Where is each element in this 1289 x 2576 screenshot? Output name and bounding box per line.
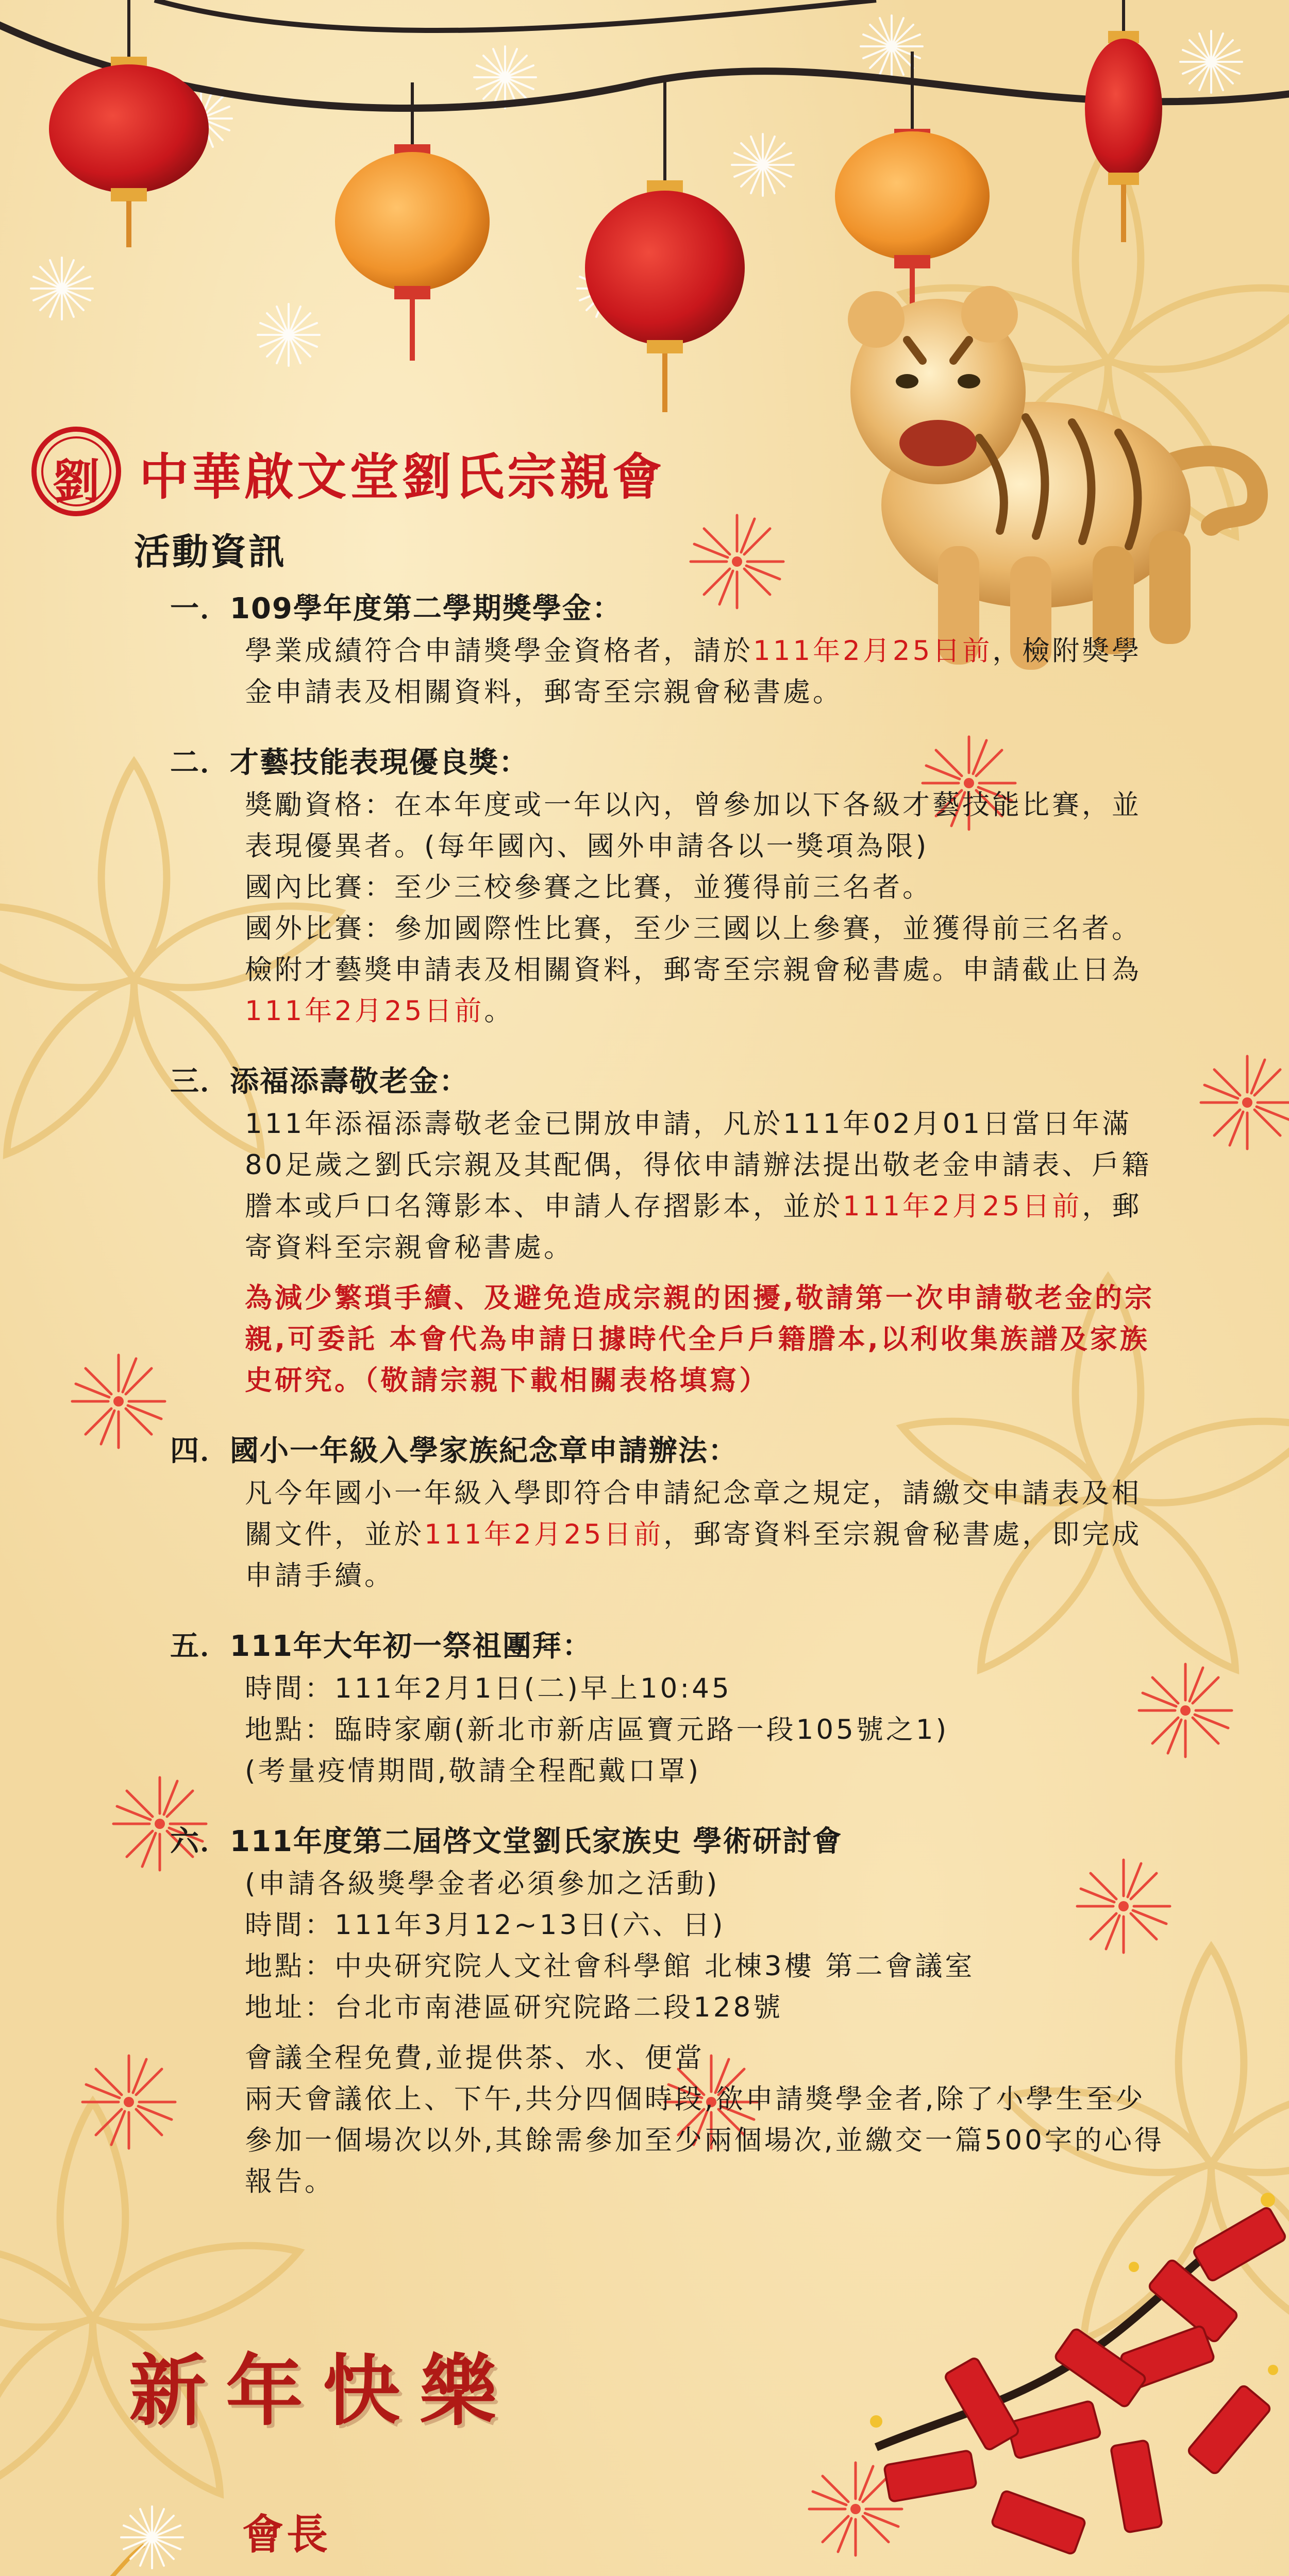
activity-item-body [245, 785, 1165, 1032]
lantern-string [155, 0, 876, 30]
seal-character: 劉 [52, 454, 100, 510]
paragraph-text: 地點：中央研究院人文社會科學館 北棟3樓 第二會議室 [245, 1951, 975, 1982]
highlight-text: 111年2月25日前 [424, 1519, 664, 1550]
activity-paragraph [245, 1905, 1165, 1946]
paragraph-text: 地點：臨時家廟(新北市新店區寶元路一段105號之1) [245, 1714, 949, 1745]
firecracker-illustration [870, 2193, 1287, 2555]
president-label: 會長 [242, 2511, 331, 2558]
paragraph-text: 。 [484, 995, 514, 1027]
paragraph-text: 學業成績符合申請獎學金資格者，請於 [245, 635, 753, 667]
signature [334, 2571, 715, 2576]
new-year-greeting: 新年快樂 [129, 2346, 517, 2436]
sparkle-icon [732, 134, 794, 196]
paragraph-text: 111年添福添壽敬老金已開放申請，凡於111年02月01日當日年滿80足歲之劉氏宗親及其配偶，得依申請辦法提出敬老金申請表、戶籍謄本或戶口名簿影本、申請人存摺影本，並於 [245, 1108, 1152, 1222]
activity-paragraph [245, 908, 1165, 950]
activity-list [170, 587, 1165, 2231]
paragraph-text: 會議全程免費,並提供茶、水、便當 [245, 2042, 705, 2074]
sparkle-icon [1180, 31, 1242, 93]
paragraph-text: ，郵寄資料至宗親會秘書處。 [245, 1191, 1142, 1263]
paragraph-text: 兩天會議依上、下午,共分四個時段,欲申請獎學金者,除了小學生至少參加一個場次以外,其餘需參加至少兩個場次,並繳交一篇500字的心得報告。 [245, 2083, 1164, 2197]
activity-item [170, 1060, 1165, 1401]
activity-paragraph [245, 1104, 1165, 1268]
activity-item [170, 1625, 1165, 1792]
activity-paragraph [245, 1709, 1165, 1751]
activity-paragraph [245, 1668, 1165, 1709]
activity-item-body [245, 1668, 1165, 1792]
sparkle-icon [258, 304, 320, 366]
lantern-icon [49, 0, 209, 247]
activity-item-title: 四．國小一年級入學家族紀念章申請辦法： [170, 1434, 738, 1468]
lantern-icon [335, 82, 490, 361]
highlight-text: 111年2月25日前 [245, 995, 484, 1027]
paragraph-text: 時間：111年3月12~13日(六、日) [245, 1909, 726, 1941]
activity-item-body [245, 1863, 1165, 2202]
activity-item [170, 1430, 1165, 1597]
activity-paragraph [245, 1278, 1165, 1401]
activity-item-title: 三．添福添壽敬老金： [170, 1065, 469, 1098]
firework-icon [82, 2056, 175, 2148]
sparkle-icon [31, 258, 93, 319]
activity-item-title: 六．111年度第二屆啓文堂劉氏家族史 學術研討會 [170, 1825, 843, 1858]
firework-icon [72, 1355, 165, 1448]
highlight-text: 111年2月25日前 [753, 635, 993, 667]
activity-paragraph [245, 631, 1165, 713]
firework-icon [1201, 1056, 1289, 1149]
activity-item-title: 五．111年大年初一祭祖團拜： [170, 1630, 592, 1663]
highlight-text: 111年2月25日前 [843, 1191, 1082, 1222]
paragraph-text: 國內比賽：至少三校參賽之比賽，並獲得前三名者。 [245, 872, 932, 903]
activity-item-body [245, 1104, 1165, 1401]
paragraph-text: 凡今年國小一年級入學即符合申請紀念章之規定，請繳交申請表及相關文件，並於 [245, 1478, 1142, 1550]
activity-paragraph [245, 1473, 1165, 1597]
paragraph-text: 時間：111年2月1日(二)早上10:45 [245, 1673, 732, 1704]
activity-paragraph [245, 1751, 1165, 1792]
paragraph-text: 獎勵資格：在本年度或一年以內，曾參加以下各級才藝技能比賽，並表現優異者。(每年國內、國外申請各以一獎項為限) [245, 789, 1142, 862]
paragraph-text: 地址：台北市南港區研究院路二段128號 [245, 1992, 783, 2023]
firecracker-icon [9, 2506, 183, 2576]
activity-item [170, 1820, 1165, 2202]
activity-item-title: 二．才藝技能表現優良獎： [170, 746, 529, 779]
paragraph-text: (申請各級獎學金者必須參加之活動) [245, 1868, 720, 1900]
activity-paragraph [245, 2079, 1165, 2202]
paragraph-text: 檢附才藝獎申請表及相關資料，郵寄至宗親會秘書處。申請截止日為 [245, 954, 1142, 986]
activity-paragraph [245, 1863, 1165, 1905]
highlight-text: 為減少繁瑣手續、及避免造成宗親的困擾,敬請第一次申請敬老金的宗親,可委託 本會代為申請日據時代全戶戶籍謄本,以利收集族譜及家族史研究。（敬請宗親下載相關表格填寫） [245, 1282, 1155, 1396]
activity-paragraph [245, 1946, 1165, 1987]
lantern-icon [585, 77, 745, 412]
activity-paragraph [245, 867, 1165, 908]
activity-item-body [245, 1473, 1165, 1597]
activity-item [170, 587, 1165, 713]
paragraph-text: (考量疫情期間,敬請全程配戴口罩) [245, 1755, 701, 1787]
lantern-icon [835, 52, 990, 319]
paragraph-text: ，檢附獎學金申請表及相關資料，郵寄至宗親會秘書處。 [245, 635, 1142, 708]
org-title: 中華啟文堂劉氏宗親會 [139, 448, 665, 506]
activity-item-title: 一．109學年度第二學期獎學金： [170, 592, 622, 625]
lantern-icon [1085, 0, 1162, 242]
activity-paragraph [245, 785, 1165, 867]
activity-paragraph [245, 2038, 1165, 2079]
activity-paragraph [245, 1987, 1165, 2028]
section-heading: 活動資訊 [134, 531, 287, 573]
paragraph-text: ，郵寄資料至宗親會秘書處，即完成申請手續。 [245, 1519, 1142, 1591]
activity-item [170, 741, 1165, 1032]
activity-paragraph [245, 950, 1165, 1032]
paragraph-text: 國外比賽：參加國際性比賽，至少三國以上參賽，並獲得前三名者。 [245, 913, 1142, 944]
activity-item-body [245, 631, 1165, 713]
